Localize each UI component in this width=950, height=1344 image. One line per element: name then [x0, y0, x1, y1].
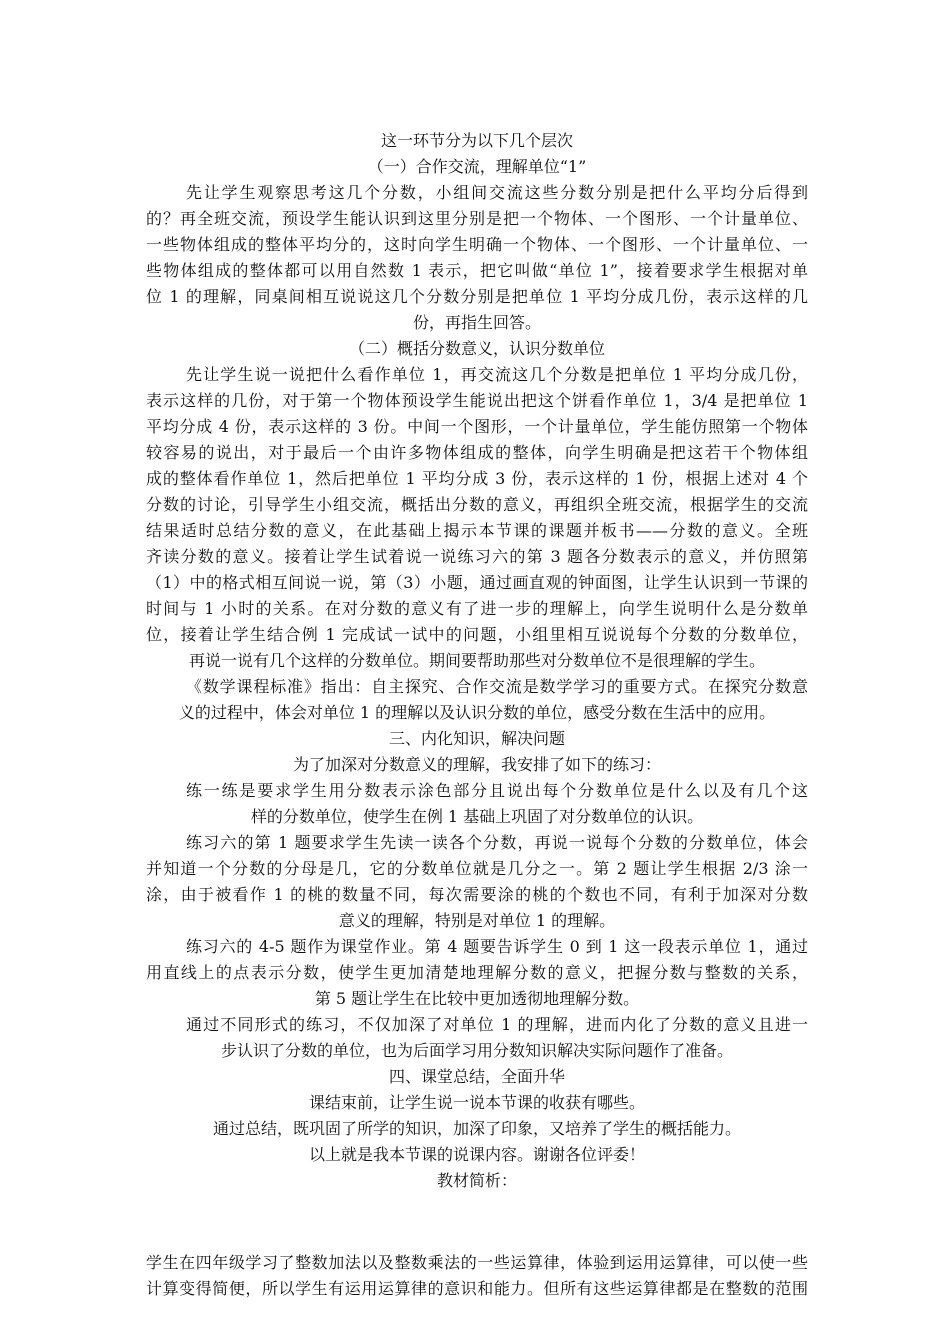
document-body [146, 128, 808, 1302]
paragraph-line: 较容易的说出，对于最后一个由许多物体组成的整体，向学生明确是把这若干个物体组 [146, 443, 808, 462]
paragraph-line: 成的整体看作单位 1，然后把单位 1 平均分成 3 份，表示这样的 1 份，根据上述对 4 个 [146, 469, 808, 488]
paragraph-line: 再说一说有几个这样的分数单位。期间要帮助那些对分数单位不是很理解的学生。 [188, 651, 765, 670]
paragraph-line: 分数的讨论，引导学生小组交流，概括出分数的意义，再组织全班交流，根据学生的交流 [146, 495, 808, 514]
subsection-heading: （一）合作交流，理解单位“1” [367, 157, 587, 176]
paragraph-line: 通过不同形式的练习，不仅加深了对单位 1 的理解，进而内化了分数的意义且进一 [186, 1015, 808, 1034]
paragraph-line: 位 1 的理解，同桌间相互说说这几个分数分别是把单位 1 平均分成几份，表示这样的几 [146, 287, 808, 306]
paragraph-line: 涂，由于被看作 1 的桃的数量不同，每次需要涂的桃的个数也不同，有利于加深对分数 [146, 885, 808, 904]
paragraph-line: 学生在四年级学习了整数加法以及整数乘法的一些运算律，体验到运用运算律，可以使一些 [146, 1253, 808, 1272]
blank-line [146, 1194, 808, 1250]
paragraph-line: （1）中的格式相互间说一说，第（3）小题，通过画直观的钟面图，让学生认识到一节课的 [146, 573, 808, 592]
paragraph-line: 练一练是要求学生用分数表示涂色部分且说出每个分数单位是什么以及有几个这 [186, 781, 808, 800]
paragraph-line: 先让学生观察思考这几个分数，小组间交流这些分数分别是把什么平均分后得到 [186, 183, 808, 202]
paragraph-line: 齐读分数的意义。接着让学生试着说一说练习六的第 3 题各分数表示的意义，并仿照第 [146, 547, 808, 566]
paragraph-line: 表示这样的几份，对于第一个物体预设学生能说出把这个饼看作单位 1，3/4 是把单位 1 [146, 391, 808, 410]
paragraph-line: 练习六的 4-5 题作为课堂作业。第 4 题要告诉学生 0 到 1 这一段表示单位 1，通过 [186, 937, 808, 956]
material-heading: 教材简析： [436, 1171, 517, 1190]
paragraph-line: 时间与 1 小时的关系。在对分数的意义有了进一步的理解上，向学生说明什么是分数单 [146, 599, 808, 618]
paragraph-line: 以上就是我本节课的说课内容。谢谢各位评委！ [308, 1145, 645, 1164]
paragraph-line: 份，再指生回答。 [412, 313, 541, 332]
section-heading: 四、课堂总结，全面升华 [388, 1067, 565, 1086]
paragraph-line: 的？再全班交流，预设学生能认识到这里分别是把一个物体、一个图形、一个计量单位、 [146, 209, 808, 228]
paragraph-line: 结果适时总结分数的意义，在此基础上揭示本节课的课题并板书——分数的意义。全班 [146, 521, 808, 540]
paragraph-line: 意义的理解，特别是对单位 1 的理解。 [338, 911, 616, 930]
paragraph-line: 通过总结，既巩固了所学的知识，加深了印象，又培养了学生的概括能力。 [212, 1119, 741, 1138]
subsection-heading: （二）概括分数意义，认识分数单位 [348, 339, 605, 358]
paragraph-line: 一些物体组成的整体平均分的，这时向学生明确一个物体、一个图形、一个计量单位、一 [146, 235, 808, 254]
paragraph-line: 用直线上的点表示分数，使学生更加清楚地理解分数的意义，把握分数与整数的关系， [146, 963, 808, 982]
section-heading: 这一环节分为以下几个层次 [380, 131, 573, 150]
paragraph-line: 《数学课程标准》指出：自主探究、合作交流是数学学习的重要方式。在探究分数意 [186, 677, 808, 696]
paragraph-line: 位，接着让学生结合例 1 完成试一试中的问题，小组里相互说说每个分数的分数单位， [146, 625, 808, 644]
paragraph-line: 义的过程中，体会对单位 1 的理解以及认识分数的单位，感受分数在生活中的应用。 [178, 703, 776, 722]
paragraph-line: 课结束前，让学生说一说本节课的收获有哪些。 [308, 1093, 645, 1112]
paragraph-line: 计算变得简便，所以学生有运用运算律的意识和能力。但所有这些运算律都是在整数的范围 [146, 1279, 808, 1298]
paragraph-line: 样的分数单位，使学生在例 1 基础上巩固了对分数单位的认识。 [250, 807, 704, 826]
paragraph-line: 第 5 题让学生在比较中更加透彻地理解分数。 [314, 989, 640, 1008]
paragraph-line: 并知道一个分数的分母是几，它的分数单位就是几分之一。第 2 题让学生根据 2/3 涂一 [146, 859, 808, 878]
paragraph-line: 些物体组成的整体都可以用自然数 1 表示，把它叫做“单位 1”，接着要求学生根据对单 [146, 261, 808, 280]
paragraph-line: 平均分成 4 份，表示这样的 3 份。中间一个图形，一个计量单位，学生能仿照第一个物体 [146, 417, 808, 436]
section-heading: 三、内化知识，解决问题 [388, 729, 565, 748]
paragraph-line: 练习六的第 1 题要求学生先读一读各个分数，再说一说每个分数的分数单位，体会 [186, 833, 808, 852]
paragraph-line: 步认识了分数的单位，也为后面学习用分数知识解决实际问题作了准备。 [220, 1041, 733, 1060]
paragraph-line: 先让学生说一说把什么看作单位 1，再交流这几个分数是把单位 1 平均分成几份， [186, 365, 808, 384]
paragraph-line: 为了加深对分数意义的理解，我安排了如下的练习： [292, 755, 661, 774]
